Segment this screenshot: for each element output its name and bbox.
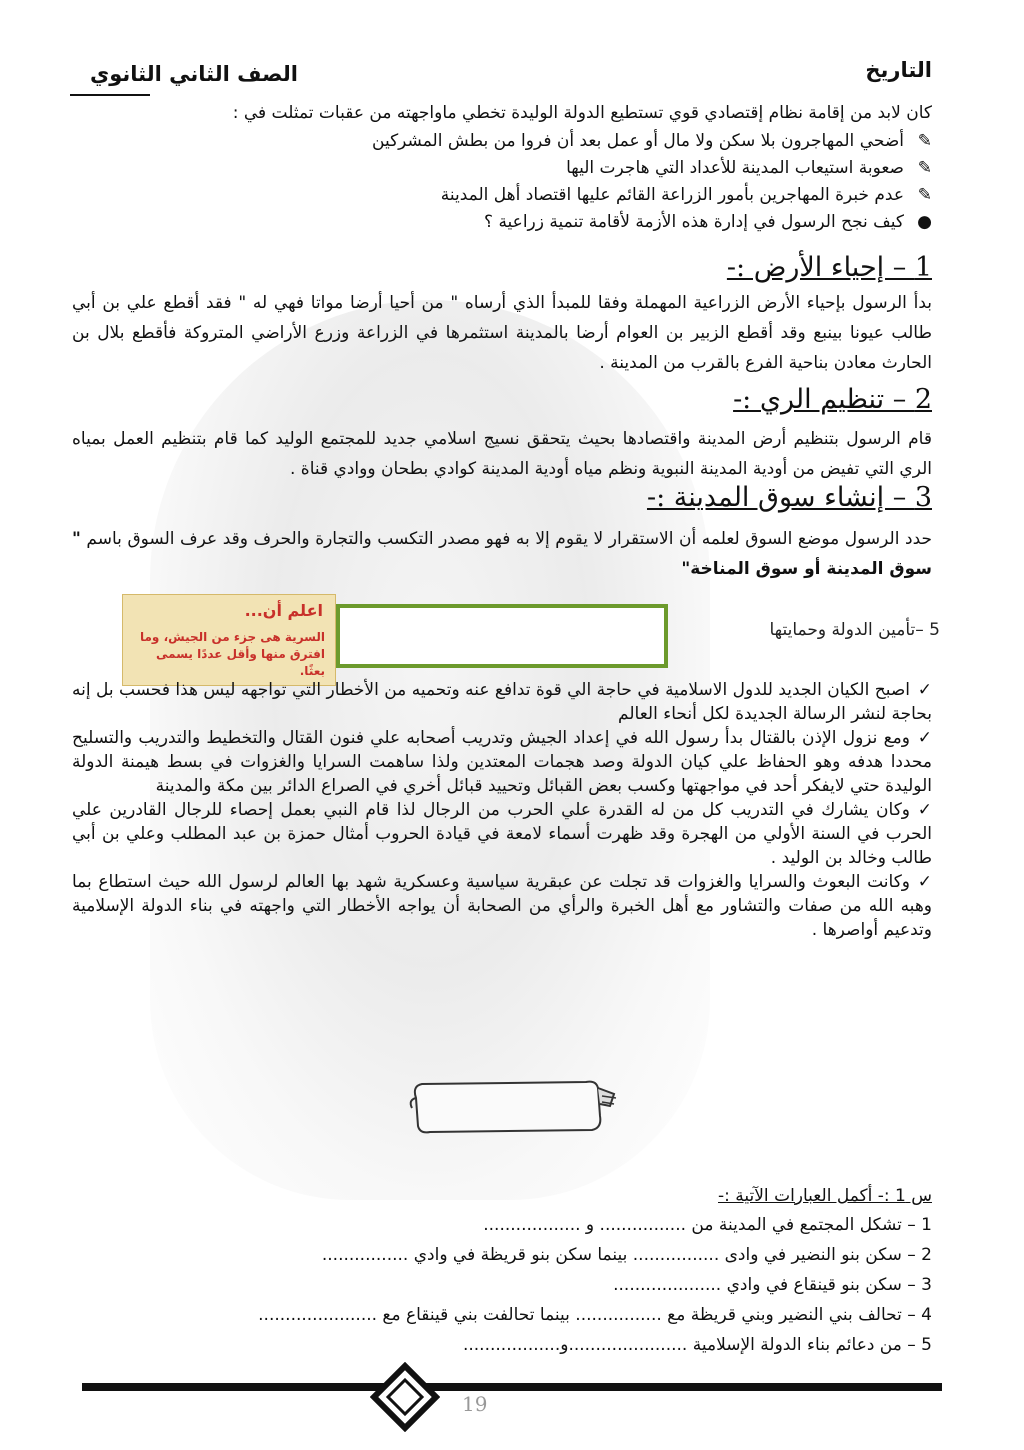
exercise-item: 5 – من دعائم بناء الدولة الإسلامية ......................و.................. bbox=[462, 1335, 932, 1355]
note-title: اعلم أن... bbox=[244, 601, 323, 620]
check-icon: ✓ bbox=[917, 728, 932, 748]
check-icon: ✓ bbox=[917, 800, 932, 820]
pencil-icon: ✎ bbox=[917, 158, 932, 178]
exercise-item: 3 – سكن بنو قينقاع في وادي .................... bbox=[613, 1275, 932, 1295]
bullet-dot-icon: ● bbox=[917, 212, 932, 232]
exercise-item: 2 – سكن بنو النضير في وادى ................ بينما سكن بنو قريظة في وادي ................ bbox=[321, 1245, 932, 1265]
market-name: " سوق المدينة أو سوق المناخة" bbox=[72, 529, 932, 579]
intro-text: كان لابد من إقامة نظام إقتصادي قوي تستطيع الدولة الوليدة تخطي ماواجهته من عقبات تمثلت في : bbox=[232, 103, 932, 123]
exercise-list bbox=[72, 1210, 932, 1360]
section-heading-5: 5 –تأمين الدولة وحمايتها bbox=[769, 620, 940, 640]
list-item: ✓وكانت البعوث والسرايا والغزوات قد تجلت عن عبقرية سياسية وعسكرية شهد بها العالم لرسول الله حيث استطاع بما وهبه الله من صفات والتشاور مع أهل الخبرة والرأي من الصحابة أن يواجه الأخطار التي واجهته في بناء الدولة الإسلامية وتدعيم أواصرها . bbox=[72, 872, 932, 940]
list-item: ✓اصبح الكيان الجديد للدول الاسلامية في حاجة الي قوة تدافع عنه وتحميه من الأخطار التي تواجهه ليس هذا فحسب بل إنه بحاجة لنشر الرسالة الجديدة لكل أنحاء العالم bbox=[72, 680, 932, 724]
footer-bar bbox=[82, 1383, 942, 1391]
section-heading-3: 3 – إنشاء سوق المدينة :- bbox=[646, 482, 932, 513]
footer-ornament bbox=[370, 1362, 440, 1432]
note-box bbox=[122, 594, 336, 686]
header-underline bbox=[70, 94, 150, 96]
obstacles-list bbox=[132, 128, 932, 236]
scroll-illustration bbox=[402, 1076, 618, 1138]
pencil-icon: ✎ bbox=[917, 185, 932, 205]
list-item: ✓ومع نزول الإذن بالقتال بدأ رسول الله في إعداد الجيش وتدريب أصحابه علي فنون القتال والتخطيط والتدريب والتسليح محددا هدفه وهو الحفاظ علي كيان الدولة وصد هجمات المعتدين ولذا ساهمت السرايا والغزوات في بسط هيمنة الدولة الوليدة حتي لايفكر أحد في مواجهتها وكسب بعض القبائل وتحييد قبائل أخري في الصراع الدائر بين مكة والمدينة bbox=[72, 728, 932, 796]
exercise-title: س 1 :- أكمل العبارات الآتية :- bbox=[718, 1186, 932, 1206]
check-icon: ✓ bbox=[917, 872, 932, 892]
section-body-2: قام الرسول بتنظيم أرض المدينة واقتصادها بحيث يتحقق نسيج اسلامي جديد للمجتمع الوليد كما قام بتنظيم العمل بمياه الري التي تفيض من أودية المدينة النبوية ونظم مياه أودية المدينة كوادي بطحان ووادي قناة . bbox=[72, 429, 932, 479]
grade-label: الصف الثاني الثانوي bbox=[90, 62, 298, 86]
question-text: كيف نجح الرسول في إدارة هذه الأزمة لأقامة تنمية زراعية ؟ bbox=[484, 212, 904, 232]
note-body: السرية هى جزء من الجيش، وما افترق منها وأقل عددًا يسمى بعثًا. bbox=[140, 630, 325, 678]
list-item: ✎عدم خبرة المهاجرين بأمور الزراعة القائم عليها اقتصاد أهل المدينة bbox=[132, 182, 932, 209]
check-icon: ✓ bbox=[917, 680, 932, 700]
list-item: ✎أضحي المهاجرون بلا سكن ولا مال أو عمل بعد أن فروا من بطش المشركين bbox=[132, 128, 932, 155]
section5-list bbox=[72, 678, 932, 942]
section-body-3: حدد الرسول موضع السوق لعلمه أن الاستقرار لا يقوم إلا به فهو مصدر التكسب والتجارة والحرف وقد عرف السوق باسم " سوق المدينة أو سوق المناخة" bbox=[72, 529, 933, 579]
section-heading-1: 1 – إحياء الأرض :- bbox=[726, 252, 932, 283]
page-number: 19 bbox=[462, 1392, 488, 1416]
list-item bbox=[132, 209, 932, 236]
exercise-item: 4 – تحالف بني النضير وبني قريظة مع ................ بينما تحالفت بني قينقاع مع ...................... bbox=[258, 1305, 932, 1325]
list-item: ✎صعوبة استيعاب المدينة للأعداد التي هاجرت اليها bbox=[132, 155, 932, 182]
section-body-1: بدأ الرسول بإحياء الأرض الزراعية المهملة وفقا للمبدأ الذي أرساه " من أحيا أرضا مواتا فهي له " فقد أقطع علي بن أبي طالب عيونا بينبع وقد أقطع الزبير بن العوام أرضا بالمدينة استثمرها في الزراعة وزرع الأراضي المتروكة فأقطع بلال بن الحارث معادن بناحية الفرع بالقرب من المدينة . bbox=[72, 293, 932, 373]
exercise-item: 1 – تشكل المجتمع في المدينة من ................ و .................. bbox=[483, 1215, 932, 1235]
date-label: التاريخ bbox=[865, 58, 932, 82]
list-item: ✓وكان يشارك في التدريب كل من له القدرة علي الحرب من الرجال لذا قام النبي بعمل إحصاء للرجال القادرين علي الحرب في السنة الأولي من الهجرة وقد ظهرت أسماء لامعة في قيادة الحروب أمثال حمزة بن عبد المطلب وعلي بن أبي طالب وخالد بن الوليد . bbox=[72, 800, 932, 868]
pencil-icon: ✎ bbox=[917, 131, 932, 151]
section-heading-2: 2 – تنظيم الري :- bbox=[733, 384, 932, 415]
